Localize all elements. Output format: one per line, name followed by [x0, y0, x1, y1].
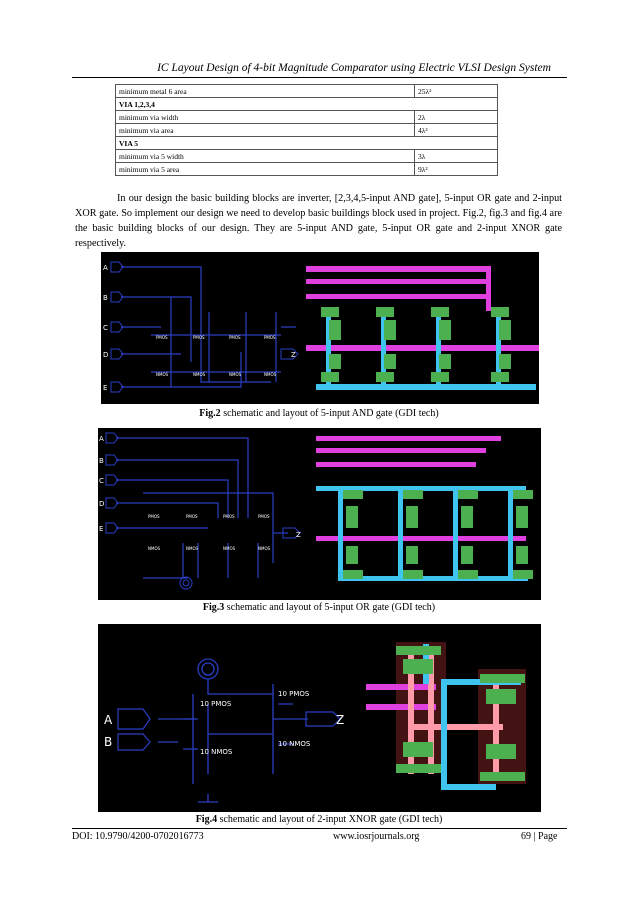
fig4-svg	[98, 624, 541, 812]
fig3-input-label: D	[99, 500, 105, 508]
transistor-label: 10 PMOS	[200, 700, 232, 708]
transistor-label: 10 NMOS	[278, 740, 311, 748]
transistor-label: PMOS	[156, 335, 168, 340]
table-row	[116, 150, 498, 163]
footer-rule	[72, 828, 567, 829]
fig2-schematic	[121, 267, 296, 387]
table-group-row	[116, 137, 498, 150]
table-group-label: VIA 1,2,3,4	[116, 98, 498, 111]
figure-label: Fig.3	[202, 602, 225, 613]
fig2-labels	[103, 264, 296, 392]
table-group-row	[116, 98, 498, 111]
transistor-label: PMOS	[258, 514, 270, 519]
fig2-output-label: Z	[291, 351, 296, 359]
fig2-input-label: B	[103, 294, 108, 302]
figure-2-caption	[0, 408, 638, 419]
table-row	[116, 163, 498, 176]
figure-4-caption	[0, 814, 638, 825]
figure-label: Fig.2	[199, 408, 221, 419]
table-cell-value: 2λ	[415, 111, 498, 124]
fig2-input-label: A	[103, 264, 108, 272]
fig4-layout	[366, 642, 526, 790]
figure-label: Fig.4	[195, 814, 218, 825]
fig3-input-label: A	[99, 435, 104, 443]
transistor-label: NMOS	[148, 546, 161, 551]
fig3-input-label: B	[99, 457, 104, 465]
design-rules-table	[115, 84, 498, 176]
transistor-label: NMOS	[258, 546, 271, 551]
figure-3-caption	[0, 602, 638, 613]
transistor-label: PMOS	[223, 514, 235, 519]
table-cell-value: 4λ²	[415, 124, 498, 137]
transistor-label: PMOS	[148, 514, 160, 519]
fig3-output-label: Z	[296, 531, 301, 539]
figure-caption-text: schematic and layout of 2-input XNOR gate (GDI tech)	[219, 814, 443, 825]
footer-doi: DOI: 10.9790/4200-0702016773	[72, 831, 204, 842]
fig2-layout	[306, 266, 539, 390]
table-cell-label: minimum via 5 width	[116, 150, 415, 163]
figure-4-image	[98, 624, 541, 812]
transistor-label: NMOS	[193, 372, 206, 377]
running-header: IC Layout Design of 4-bit Magnitude Comparator using Electric VLSI Design System	[157, 62, 551, 74]
table-group-label: VIA 5	[116, 137, 498, 150]
figure-3-image	[98, 428, 541, 600]
figure-caption-text: schematic and layout of 5-input OR gate (GDI tech)	[226, 602, 436, 613]
table-cell-label: minimum via area	[116, 124, 415, 137]
fig3-input-label: C	[99, 477, 104, 485]
transistor-label: NMOS	[186, 546, 199, 551]
fig4-schematic	[158, 659, 308, 802]
figure-caption-text: schematic and layout of 5-input AND gate (GDI tech)	[223, 408, 439, 419]
transistor-label: PMOS	[193, 335, 205, 340]
transistor-label: 10 PMOS	[278, 690, 310, 698]
fig2-input-label: D	[103, 351, 109, 359]
transistor-label: PMOS	[229, 335, 241, 340]
fig2-svg	[101, 252, 539, 404]
fig3-layout	[316, 436, 533, 581]
transistor-label: NMOS	[229, 372, 242, 377]
body-paragraph: In our design the basic building blocks are inverter, [2,3,4,5-input AND gate], 5-input OR gate and 2-input XOR gate. So implement our design we need to develop basic buildings block used in project. Fig.2, fig.3 and fig.4 are the basic building blocks of our design. They are 5-input AND gate, 5-input OR gate and 2-input XNOR gate respectively.	[75, 193, 562, 249]
table-row	[116, 124, 498, 137]
table-cell-label: minimum via width	[116, 111, 415, 124]
footer-website: www.iosrjournals.org	[333, 831, 420, 842]
footer-page-number: 69 | Page	[521, 831, 558, 842]
table-row	[116, 85, 498, 98]
transistor-label: NMOS	[264, 372, 277, 377]
fig3-input-pins	[106, 433, 300, 589]
fig4-output-label: Z	[336, 713, 345, 727]
transistor-label: PMOS	[264, 335, 276, 340]
table-cell-label: minimum via 5 area	[116, 163, 415, 176]
fig3-svg	[98, 428, 541, 600]
fig3-schematic	[116, 438, 288, 578]
transistor-label: NMOS	[223, 546, 236, 551]
transistor-label: 10 NMOS	[200, 748, 233, 756]
table-cell-label: minimum metal 6 area	[116, 85, 415, 98]
fig4-input-label: B	[104, 735, 113, 749]
table-cell-value: 9λ²	[415, 163, 498, 176]
header-rule	[72, 77, 567, 78]
fig2-input-label: E	[103, 384, 108, 392]
figure-2-image	[101, 252, 539, 404]
fig2-input-label: C	[103, 324, 108, 332]
fig3-input-label: E	[99, 525, 104, 533]
transistor-label: PMOS	[186, 514, 198, 519]
fig4-labels	[104, 690, 344, 756]
table-cell-value: 25λ²	[415, 85, 498, 98]
table-row	[116, 111, 498, 124]
fig4-input-label: A	[104, 713, 113, 727]
transistor-label: NMOS	[156, 372, 169, 377]
table-cell-value: 3λ	[415, 150, 498, 163]
